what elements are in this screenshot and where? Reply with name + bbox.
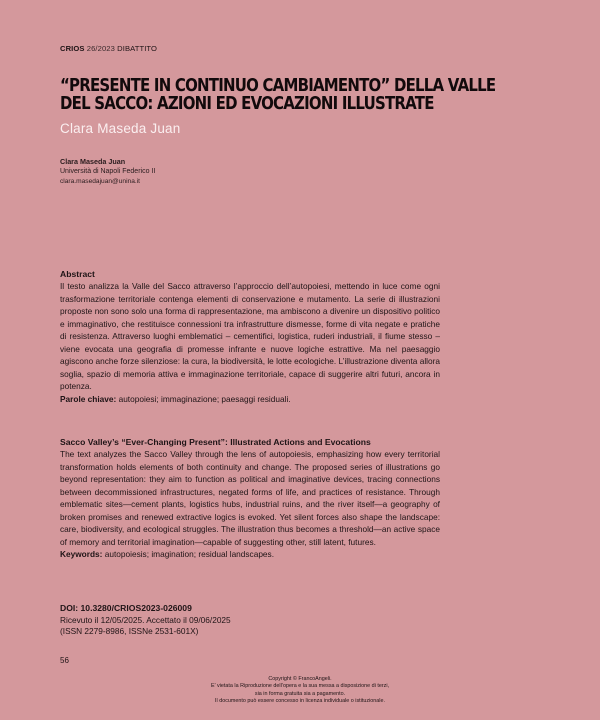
- author-institution: Università di Napoli Federico II: [60, 168, 156, 175]
- running-head: [60, 44, 157, 53]
- keywords-label: Parole chiave:: [60, 393, 117, 404]
- keywords-line-english: [60, 548, 440, 560]
- keywords-label-english: Keywords:: [60, 549, 103, 560]
- article-title: [60, 77, 542, 113]
- author-email[interactable]: clara.masedajuan@unina.it: [60, 178, 141, 185]
- doi[interactable]: DOI: 10.3280/CRIOS2023-026009: [60, 603, 192, 613]
- received-accepted-dates: Ricevuto il 12/05/2025. Accettato il 09/06/2025: [60, 614, 231, 625]
- journal-section: DIBATTITO: [117, 44, 158, 53]
- copyright-line-3: sia in forma gratuita sia a pagamento.: [254, 690, 346, 697]
- keywords-line: [60, 393, 440, 405]
- abstract-text: Il testo analizza la Valle del Sacco attraverso l’approccio dell’autopoiesi, mettendo in luce come ogni trasformazione territoriale contenga elementi di conservazione e mutamento. La serie di illustrazioni proposte non sono solo una forma di rappresentazione, ma ambiscono a divenire un dispositivo politico e immaginativo, che restituisce connessioni tra infrastrutture dismesse, forme di vita negate e pratiche di resistenza. Attraverso luoghi emblematici – cementifici, logistica, ruderi industriali, il fiume stesso – viene evocata una geografia di promesse infrante e nuove logiche estrattive. Ma nel paesaggio agiscono anche forze silenziose: la cura, la biodiversità, le lotte ecologiche. L’illustrazione diventa allora soglia, spazio di memoria attiva e immaginazione territoriale, capace di suggerire altri futuri, ancora in potenza.: [60, 281, 440, 392]
- keywords-values: autopoiesi; immaginazione; paesaggi residuali.: [118, 393, 291, 404]
- author-subtitle: Clara Maseda Juan: [60, 121, 181, 136]
- page-number: 56: [60, 656, 69, 665]
- abstract-italian: [60, 268, 440, 405]
- abstract-english: [60, 436, 440, 561]
- abstract-heading: Abstract: [60, 269, 95, 279]
- copyright-line-1: Copyright © FrancoAngeli.: [268, 676, 332, 682]
- copyright-notice: [150, 676, 450, 705]
- abstract-text-english: The text analyzes the Sacco Valley through the lens of autopoiesis, emphasizing how every territorial transformation holds elements of both continuity and change. The proposed series of illustrations go beyond representation: they aim to function as political and imaginative devices, tracing connections between decommissioned infrastructures, negated forms of life, and practices of resistance. Through emblematic sites—cement plants, logistics hubs, industrial ruins, and the river itself—a geography of broken promises and renewed extractive logics is evoked. Yet silent forces also shape the landscape: care, biodiversity, and ecological struggles. The illustration thus becomes a threshold—an active space of memory and territorial imagination—capable of suggesting other, still latent, futures.: [60, 449, 440, 547]
- english-title: Sacco Valley’s “Ever-Changing Present”: Illustrated Actions and Evocations: [60, 437, 371, 447]
- copyright-line-4: Il documento può essere concesso in licenza individuale o istituzionale.: [215, 697, 385, 704]
- issn: (ISSN 2279-8986, ISSNe 2531-601X): [60, 626, 199, 637]
- title-line-2: DEL SACCO: AZIONI ED EVOCAZIONI ILLUSTRATE: [60, 94, 434, 115]
- author-affiliation: [60, 157, 155, 187]
- keywords-values-english: autopoiesis; imagination; residual landscapes.: [104, 549, 275, 560]
- publication-info: [60, 603, 231, 638]
- title-line-1: “PRESENTE IN CONTINUO CAMBIAMENTO” DELLA VALLE: [60, 76, 496, 96]
- author-name: Clara Maseda Juan: [60, 157, 126, 166]
- copyright-line-2: E’ vietata la Riproduzione dell’opera e la sua messa a disposizione di terzi,: [210, 683, 390, 690]
- journal-issue: 26/2023: [86, 44, 115, 53]
- journal-name: CRIOS: [60, 44, 85, 53]
